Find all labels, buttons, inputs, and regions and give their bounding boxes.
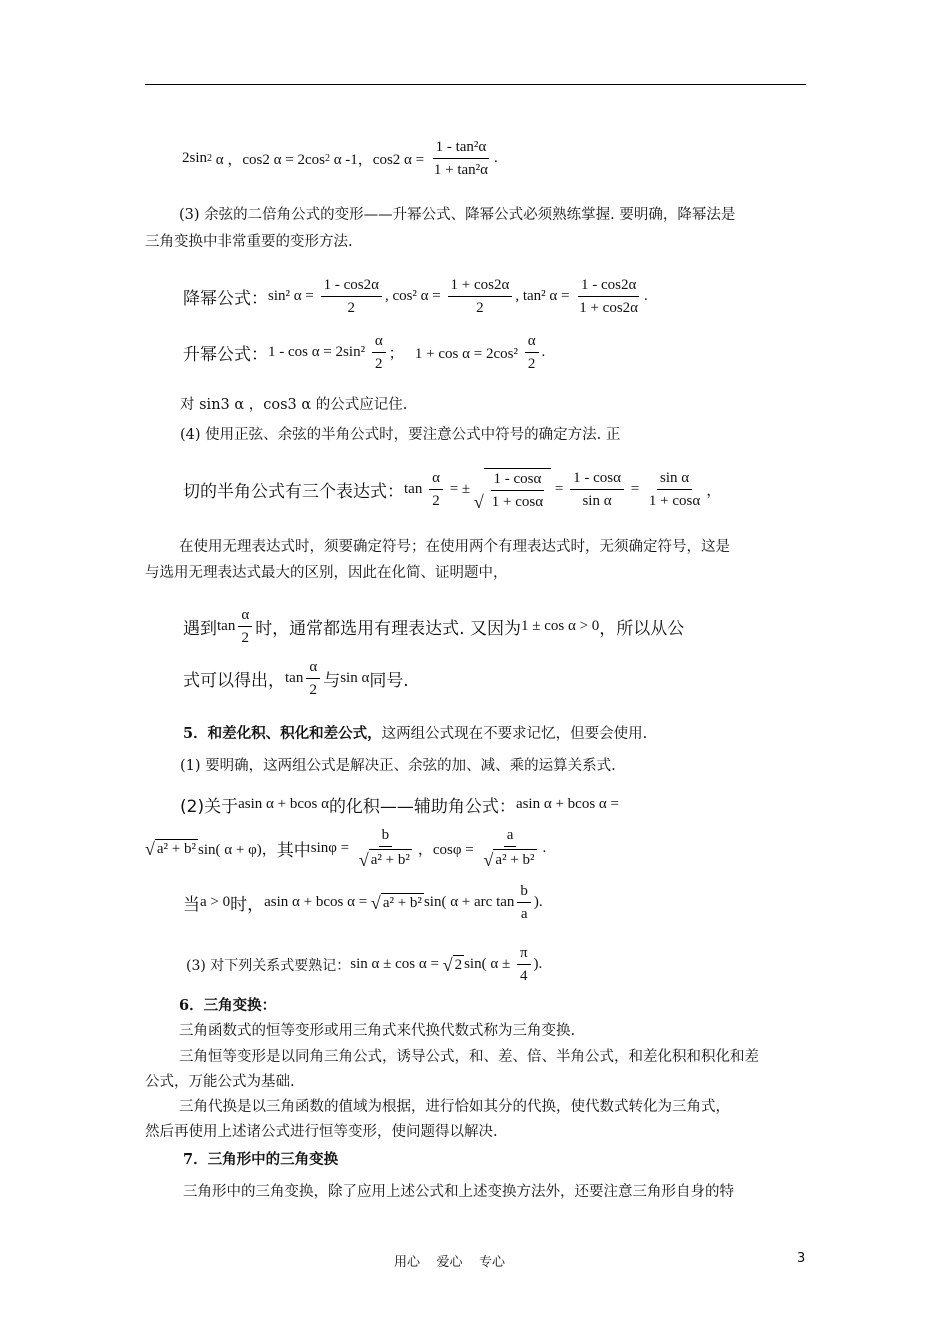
text: . — [541, 344, 546, 360]
text: sin( α ± — [464, 956, 514, 972]
square-root — [371, 893, 424, 912]
text: , cos² α = — [384, 288, 445, 304]
same-sign-line — [183, 658, 409, 699]
heading-bold: 5．和差化积、积化和差公式， — [183, 725, 382, 742]
square-root — [145, 839, 198, 858]
header-rule — [145, 84, 806, 85]
fraction — [306, 658, 320, 699]
text: 2sin — [182, 150, 208, 166]
fraction — [646, 469, 703, 510]
paragraph-4-line1: (4) 使用正弦、余弦的半角公式时，要注意公式中符号的确定方法. 正 — [180, 427, 621, 443]
denominator: 2 — [241, 630, 249, 646]
radicand: a² + b² — [382, 895, 422, 911]
numerator: b — [379, 826, 393, 847]
text: 与 — [323, 671, 341, 691]
fraction — [517, 944, 531, 985]
text: sin α — [340, 670, 370, 686]
text: ； 1 + cos α = 2cos² — [388, 346, 522, 362]
denominator — [356, 847, 415, 871]
label: 升幂公式： — [183, 345, 268, 365]
text: 遇到 — [183, 619, 217, 639]
fraction — [570, 469, 624, 510]
text: α ，cos2 α = 2cos — [212, 152, 325, 168]
fraction — [431, 138, 491, 179]
numerator: 1 + cos2α — [448, 276, 513, 297]
denominator: 2 — [432, 493, 440, 509]
numerator: π — [517, 944, 531, 965]
numerator: 1 - cos2α — [578, 276, 639, 297]
fraction — [481, 826, 540, 871]
text: sin α ± cos α = — [350, 956, 443, 972]
auxiliary-angle-line2 — [145, 826, 546, 871]
text: 其中 — [276, 841, 311, 861]
label: 降幂公式： — [183, 289, 268, 309]
power-raising-formulas — [183, 332, 545, 373]
section-7-heading: 7．三角形中的三角变换 — [183, 1151, 339, 1168]
denominator: 1 + cosα — [648, 493, 701, 509]
text: (3) 对下列关系式要熟记： — [186, 957, 351, 974]
page-number: 3 — [797, 1251, 806, 1266]
fraction — [525, 332, 539, 373]
text: sin( α + arc tan — [423, 894, 515, 910]
text: ，cosφ = — [417, 842, 478, 858]
double-angle-formula-line: 2sin 2 α ，cos2 α = 2cos 2 α -1，cos2 α = $\frac{\text{1 - tan²α}}{\text{1 + tan²α}}$ . — [182, 139, 498, 178]
section-6-para-3a: 三角代换是以三角函数的值域为根据，进行恰如其分的代换，使代数式转化为三角式， — [179, 1099, 730, 1115]
square-root — [474, 468, 551, 511]
text: asin α + bcos α = — [264, 894, 371, 910]
section-6-para-2a: 三角恒等变形是以同角三角公式，诱导公式，和、差、倍、半角公式，和差化积和积化和差 — [179, 1049, 759, 1065]
radicand: 2 — [454, 957, 463, 973]
text: 式可以得出， — [183, 671, 285, 691]
radicand: a² + b² — [156, 841, 197, 857]
text: sin² α = — [268, 288, 318, 304]
numerator: α — [306, 658, 320, 679]
auxiliary-angle-line1 — [180, 792, 619, 817]
fraction — [429, 469, 443, 510]
fraction — [321, 276, 382, 317]
fraction — [517, 882, 531, 923]
radical-sign-icon: √ — [145, 839, 155, 859]
section-5-heading — [183, 724, 647, 744]
radicand — [484, 468, 551, 511]
section-6-para-3b: 然后再使用上述诸公式进行恒等变形，使问题得以解决. — [145, 1124, 498, 1140]
numerator: α — [238, 606, 252, 627]
denominator: sin α — [582, 493, 612, 509]
numerator: sin α — [657, 469, 692, 490]
heading-rest: 这两组公式现在不要求记忆，但要会使用. — [381, 726, 648, 742]
numerator: 1 - cosα — [491, 470, 545, 491]
radicand: a² + b² — [369, 849, 412, 869]
denominator: 1 + cosα — [491, 494, 544, 510]
text: . — [542, 840, 547, 856]
square-root — [443, 955, 464, 974]
paragraph-3-line1: (3) 余弦的二倍角公式的变形——升幂公式、降幂公式必须熟练掌握. 要明确，降幂法是 — [179, 207, 736, 223]
text: , tan² α = — [515, 288, 574, 304]
text: 时， — [230, 895, 265, 915]
radicand: a² + b² — [493, 849, 536, 869]
text: asin α + bcos α — [238, 796, 329, 812]
numerator: b — [517, 882, 531, 903]
denominator: 2 — [527, 356, 536, 372]
text: 1 - cos α = 2sin² — [268, 344, 369, 360]
text: tan — [217, 618, 236, 634]
text: = — [626, 481, 643, 497]
text: 1 ± cos α > 0 — [521, 618, 600, 634]
text: tan — [404, 481, 427, 497]
section-6-para-2b: 公式，万能公式为基础. — [145, 1074, 295, 1090]
sin3-note: 对 sin3 α ，cos3 α 的公式应记住. — [180, 397, 408, 413]
radical-sign-icon: √ — [358, 850, 369, 870]
denominator: a — [520, 906, 528, 922]
denominator: 1 + cos2α — [579, 300, 639, 316]
text: tan — [285, 670, 304, 686]
square-root — [359, 849, 412, 869]
square-root — [484, 849, 537, 869]
power-reduction-formulas — [183, 276, 648, 317]
text: ， — [706, 483, 722, 499]
fraction — [372, 332, 386, 373]
radical-sign-icon: √ — [473, 492, 484, 512]
text: = — [551, 481, 568, 497]
fraction — [576, 276, 641, 317]
fraction — [489, 470, 546, 511]
denominator: 2 — [347, 300, 355, 316]
footer-motto: 用心 爱心 专心 — [394, 1255, 506, 1270]
text: . — [644, 288, 648, 304]
memorize-relation-line — [186, 944, 542, 985]
encounter-tan-line — [183, 606, 684, 647]
section-7-para: 三角形中的三角变换，除了应用上述公式和上述变换方法外，还要注意三角形自身的特 — [183, 1184, 734, 1200]
numerator: 1 - cos2α — [321, 276, 382, 297]
text: 时，通常都选用有理表达式. 又因为 — [255, 619, 521, 639]
tan-half-angle-formula — [183, 468, 721, 511]
section-5-item-1: (1) 要明确，这两组公式是解决正、余弦的加、减、乘的运算关系式. — [180, 758, 616, 774]
denominator: 4 — [519, 968, 528, 984]
section-6-heading: 6．三角变换： — [179, 997, 277, 1014]
numerator: α — [525, 332, 539, 353]
text: ). — [533, 956, 543, 972]
text: (2)关于 — [180, 797, 239, 817]
denominator — [481, 847, 540, 871]
radical-sign-icon: √ — [442, 955, 453, 975]
text: ). — [533, 894, 543, 910]
text: ，所以从公 — [599, 619, 685, 639]
numerator: α — [372, 332, 386, 353]
denominator: 2 — [476, 300, 484, 316]
denominator: 2 — [309, 682, 317, 698]
denominator: 2 — [374, 356, 383, 372]
text: 当 — [183, 895, 200, 915]
radical-sign-icon: √ — [370, 893, 381, 913]
text: . — [494, 150, 498, 166]
numerator: 1 - cosα — [570, 469, 624, 490]
numerator: 1 - tan²α — [433, 138, 490, 159]
paragraph-5-line1: 在使用无理表达式时，须要确定符号；在使用两个有理表达式时，无须确定符号，这是 — [179, 539, 730, 555]
text: asin α + bcos α = — [515, 796, 619, 812]
numerator: a — [504, 826, 517, 847]
paragraph-3-line2: 三角变换中非常重要的变形方法. — [145, 234, 353, 250]
fraction — [356, 826, 415, 871]
radical-sign-icon: √ — [483, 850, 494, 870]
text: a > 0 — [200, 894, 231, 910]
text: sin( α + φ)， — [198, 842, 277, 858]
section-6-para-1: 三角函数式的恒等变形或用三角式来代换代数式称为三角变换. — [179, 1023, 576, 1039]
text: sinφ = — [310, 840, 353, 856]
denominator: 1 + tan²α — [433, 162, 488, 178]
text: 同号. — [369, 671, 409, 691]
label: 切的半角公式有三个表达式： — [183, 482, 404, 502]
fraction — [448, 276, 513, 317]
when-a-positive-line — [183, 882, 543, 923]
fraction — [238, 606, 252, 647]
text: = ± — [445, 481, 474, 497]
numerator: α — [429, 469, 443, 490]
paragraph-5-line2: 与选用无理表达式最大的区别，因此在化简、证明题中， — [145, 565, 508, 581]
text: 的化积——辅助角公式： — [328, 797, 516, 817]
text: α -1，cos2 α = — [329, 152, 428, 168]
